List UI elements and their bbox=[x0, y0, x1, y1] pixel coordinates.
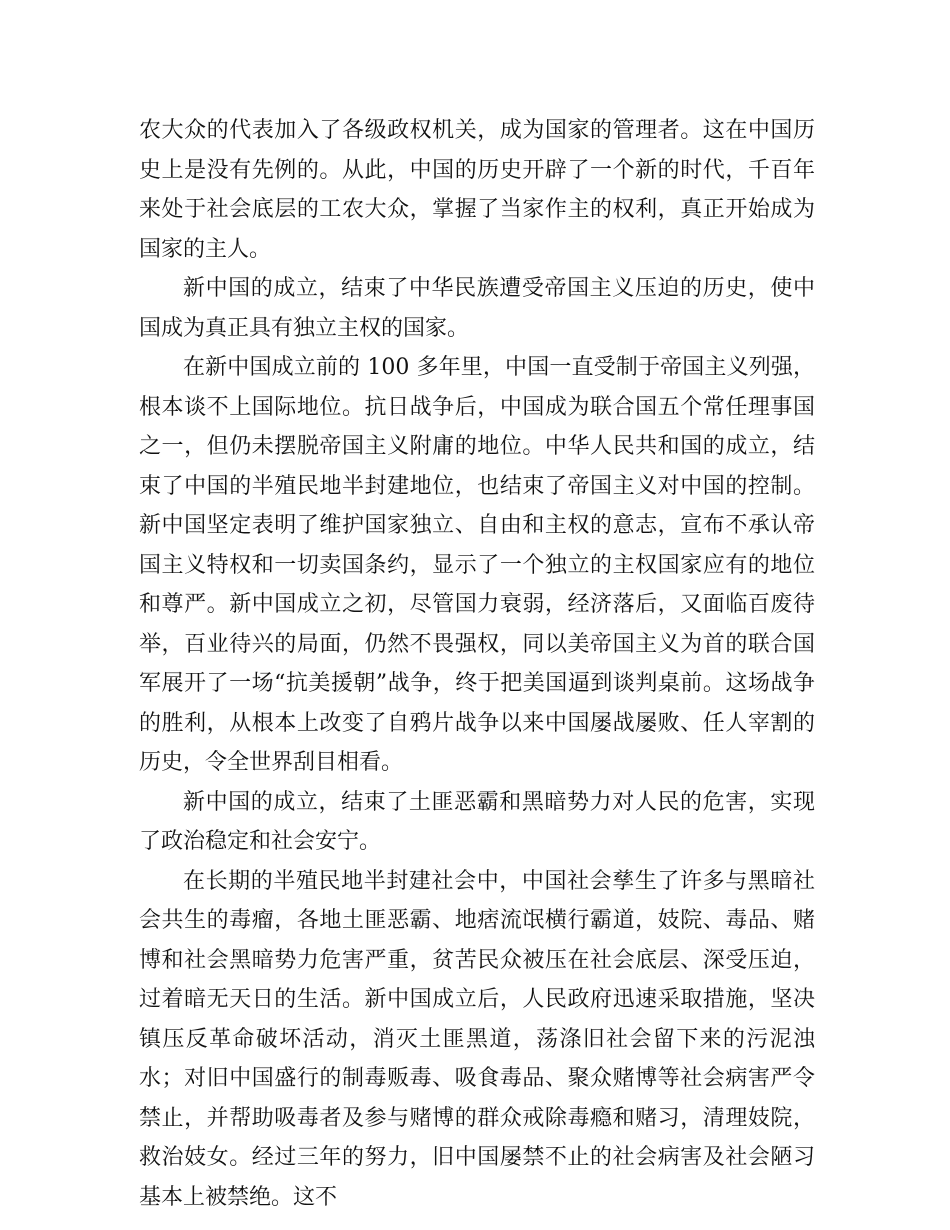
paragraph-2: 新中国的成立，结束了中华民族遭受帝国主义压迫的历史，使中国成为真正具有独立主权的国家。 bbox=[139, 276, 815, 341]
paragraph-4: 新中国的成立，结束了土匪恶霸和黑暗势力对人民的危害，实现了政治稳定和社会安宁。 bbox=[139, 789, 815, 854]
paragraph-5: 在长期的半殖民地半封建社会中，中国社会孳生了许多与黑暗社会共生的毒瘤，各地土匪恶霸、地痞流氓横行霸道，妓院、毒品、赌博和社会黑暗势力危害严重，贫苦民众被压在社会底层、深受压迫，过着暗无天日的生活。新中国成立后，人民政府迅速采取措施，坚决镇压反革命破坏活动，消灭土匪黑道，荡涤旧社会留下来的污泥浊水；对旧中国盛行的制毒贩毒、吸食毒品、聚众赌博等社会病害严令禁止，并帮助吸毒者及参与赌博的群众戒除毒瘾和赌习，清理妓院，救治妓女。经过三年的努力，旧中国屡禁不止的社会病害及社会陋习基本上被禁绝。这不 bbox=[139, 868, 815, 1210]
paragraph-1: 农大众的代表加入了各级政权机关，成为国家的管理者。这在中国历史上是没有先例的。从此，中国的历史开辟了一个新的时代，千百年来处于社会底层的工农大众，掌握了当家作主的权利，真正开始成为国家的主人。 bbox=[139, 118, 815, 262]
paragraph-3: 在新中国成立前的 100 多年里，中国一直受制于帝国主义列强，根本谈不上国际地位。抗日战争后，中国成为联合国五个常任理事国之一，但仍未摆脱帝国主义附庸的地位。中华人民共和国的成立，结束了中国的半殖民地半封建地位，也结束了帝国主义对中国的控制。新中国坚定表明了维护国家独立、自由和主权的意志，宣布不承认帝国主义特权和一切卖国条约，显示了一个独立的主权国家应有的地位和尊严。新中国成立之初，尽管国力衰弱，经济落后，又面临百废待举，百业待兴的局面，仍然不畏强权，同以美帝国主义为首的联合国军展开了一场“抗美援朝”战争，终于把美国逼到谈判桌前。这场战争的胜利，从根本上改变了自鸦片战争以来中国屡战屡败、任人宰割的历史，令全世界刮目相看。 bbox=[139, 355, 815, 775]
body-text bbox=[139, 111, 815, 1217]
